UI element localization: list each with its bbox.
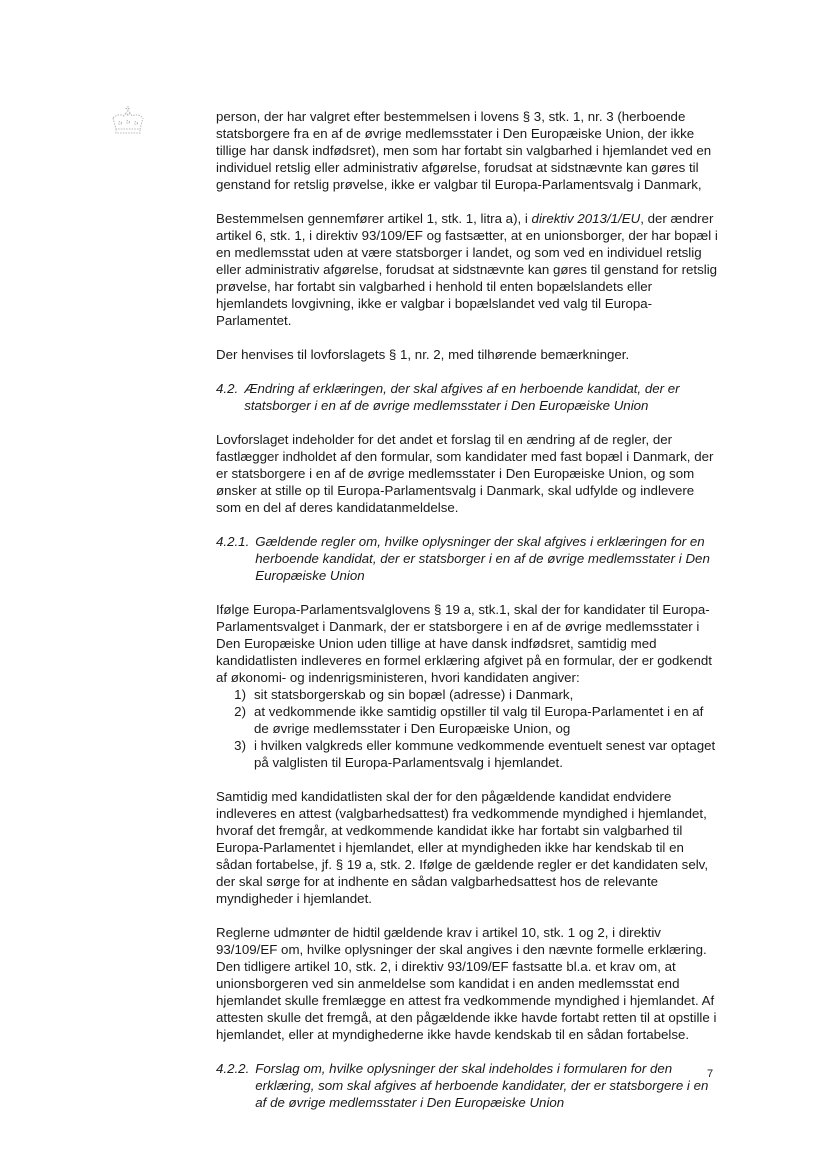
directive-reference: direktiv 2013/1/EU (531, 211, 641, 226)
list-text: i hvilken valgkreds eller kommune vedkommende eventuelt senest var optaget på valglisten til Europa-Parlamentsvalg i hjemlandet. (254, 738, 716, 770)
section-number: 4.2.2. (216, 1061, 250, 1076)
numbered-list (216, 686, 721, 771)
paragraph: Reglerne udmønter de hidtil gældende krav i artikel 10, stk. 1 og 2, i direktiv 93/109/EF om, hvilke oplysninger der skal angives i den nævnte formelle erklæring. Den tidligere artikel 10, stk. 2, i direktiv 93/109/EF fastsatte bl.a. et krav om, at unionsborgeren ved sin anmeldelse som kandidat i en anden medlemsstat end hjemlandet skulle fremlægge en attest fra vedkommende myndighed i hjemlandet. Af attesten skulle det fremgå, at den pågældende ikke havde fortabt retten til at opstille i hjemlandet, eller at myndighederne ikke havde kendskab til en sådan fortabelse. (216, 925, 717, 1042)
paragraph: Samtidig med kandidatlisten skal der for den pågældende kandidat endvidere indleveres en attest (valgbarhedsattest) fra vedkommende myndighed i hjemlandet, hvoraf det fremgår, at vedkommende kandidat ikke har fortabt sin valgbarhed til Europa-Parlamentet i hjemlandet, eller at myndigheden ikke har kendskab til en sådan fortabelse, jf. § 19 a, stk. 2. Ifølge de gældende regler er det kandidaten selv, der skal sørge for at indhente en sådan valgbarhedsattest hos de relevante myndigheder i hjemlandet. (216, 789, 709, 906)
page-number: 7 (707, 1068, 714, 1080)
list-item (216, 737, 721, 771)
paragraph-text: , der ændrer artikel 6, stk. 1, i direktiv 93/109/EF og fastsætter, at en unionsborger, der har bopæl i en medlemsstat uden at være statsborger i landet, og som ved en individuel retslig eller administrativ afgørelse, forudsat at sidstnævnte kan gøres til genstand for retslig prøvelse, har fortabt sin valgbarhed i henhold til enten bopælslandets eller hjemlandets lovgivning, ikke er valgbar i bopælslandet ved valg til Europa-Parlamentet. (216, 211, 718, 328)
paragraph (216, 210, 721, 329)
list-number: 1) (234, 687, 246, 702)
list-number: 3) (234, 738, 246, 753)
section-title: Forslag om, hvilke oplysninger der skal indeholdes i formularen for den erklæring, som skal afgives af herboende kandidater, der er statsborgere i en af de øvrige medlemsstater i Den Europæiske Union (255, 1061, 709, 1110)
list-number: 2) (234, 704, 246, 719)
section-number: 4.2.1. (216, 534, 250, 549)
section-title: Ændring af erklæringen, der skal afgives af en herboende kandidat, der er statsborger i en af de øvrige medlemsstater i Den Europæiske Union (244, 381, 680, 413)
list-text: sit statsborgerskab og sin bopæl (adresse) i Danmark, (254, 687, 574, 702)
list-item (216, 703, 721, 737)
paragraph: person, der har valgret efter bestemmelsen i lovens § 3, stk. 1, nr. 3 (herboende statsborgere fra en af de øvrige medlemsstater i Den Europæiske Union, der ikke tillige har dansk indfødsret), men som har fortabt sin valgbarhed i hjemlandet ved en individuel retslig eller administrativ afgørelse, forudsat at sidstnævnte kan gøres til genstand for retslig prøvelse, ikke er valgbar til Europa-Parlamentsvalg i Danmark, (216, 109, 712, 192)
paragraph-text: Bestemmelsen gennemfører artikel 1, stk. 1, litra a), i (216, 211, 532, 226)
paragraph: Ifølge Europa-Parlamentsvalglovens § 19 a, stk.1, skal der for kandidater til Europa-Parlamentsvalget i Danmark, der er statsborgere i en af de øvrige medlemsstater i Den Europæiske Union uden tillige at have dansk indfødsret, samtidig med kandidatlisten indleveres en formel erklæring afgivet på en formular, der er godkendt af økonomi- og indenrigsministeren, hvori kandidaten angiver: (216, 602, 712, 685)
list-item (216, 686, 721, 703)
paragraph: Der henvises til lovforslagets § 1, nr. 2, med tilhørende bemærkninger. (216, 347, 630, 362)
section-number: 4.2. (216, 381, 239, 396)
section-heading-4-2 (216, 380, 721, 414)
list-text: at vedkommende ikke samtidig opstiller til valg til Europa-Parlamentet i en af de øvrige medlemsstater i Den Europæiske Union, og (254, 704, 704, 736)
section-heading-4-2-2 (216, 1060, 721, 1111)
document-body (216, 108, 721, 1128)
section-title: Gældende regler om, hvilke oplysninger der skal afgives i erklæringen for en herboende kandidat, der er statsborger i en af de øvrige medlemsstater i Den Europæiske Union (255, 534, 710, 583)
section-heading-4-2-1 (216, 533, 721, 584)
crown-icon (108, 104, 148, 138)
paragraph: Lovforslaget indeholder for det andet et forslag til en ændring af de regler, der fastlægger indholdet af den formular, som kandidater med fast bopæl i Danmark, der er statsborgere i en af de øvrige medlemsstater i Den Europæiske Union, og som ønsker at stille op til Europa-Parlamentsvalg i Danmark, skal udfylde og indlevere som en del af deres kandidatanmeldelse. (216, 432, 714, 515)
